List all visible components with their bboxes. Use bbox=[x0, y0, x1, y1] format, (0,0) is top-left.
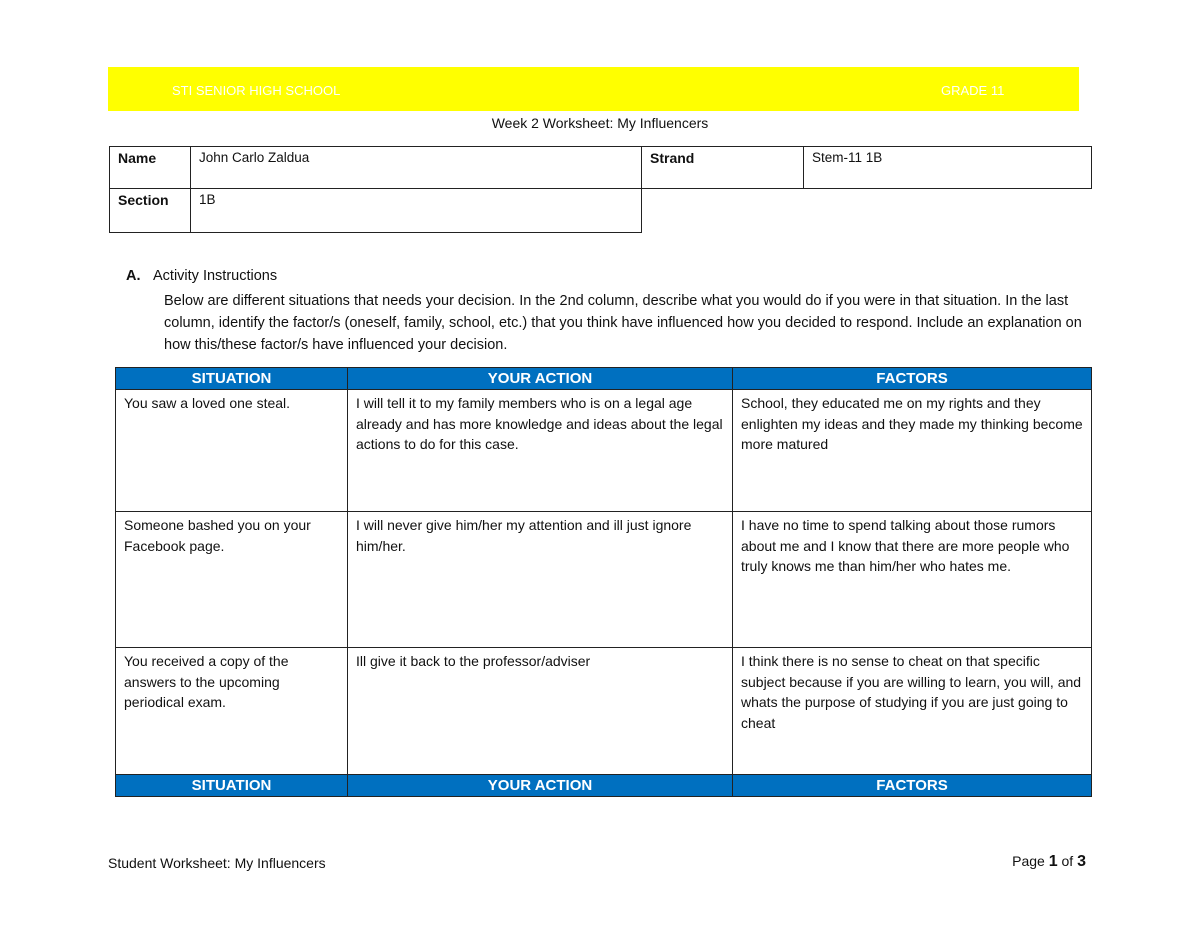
situation-cell: Someone bashed you on your Facebook page. bbox=[116, 512, 348, 648]
table-row bbox=[116, 512, 1092, 648]
page-word: Page bbox=[1012, 853, 1045, 869]
student-info-table bbox=[109, 146, 1092, 233]
activity-heading-text: Activity Instructions bbox=[153, 268, 278, 284]
name-value: John Carlo Zaldua bbox=[191, 147, 642, 189]
grade-label: GRADE 11 bbox=[941, 83, 1005, 98]
action-cell: I will never give him/her my attention and ill just ignore him/her. bbox=[348, 512, 733, 648]
empty-cell bbox=[642, 189, 1092, 233]
table-footer-header-row bbox=[116, 775, 1092, 797]
activity-instructions: Below are different situations that needs your decision. In the 2nd column, describe what you would do if you were in that situation. In the last column, identify the factor/s (oneself, family, school, etc.) that you think have influenced how you decided to respond. Include an explanation on how this/these factor/s have influenced your decision. bbox=[164, 293, 1082, 353]
situation-cell: You received a copy of the answers to the upcoming periodical exam. bbox=[116, 648, 348, 775]
table-row bbox=[116, 390, 1092, 512]
school-name: STI SENIOR HIGH SCHOOL bbox=[172, 83, 341, 98]
current-page: 1 bbox=[1048, 853, 1058, 870]
table-header-row bbox=[116, 368, 1092, 390]
col-footer-situation: SITUATION bbox=[116, 775, 348, 797]
col-header-situation: SITUATION bbox=[116, 368, 348, 390]
factors-cell: I think there is no sense to cheat on that specific subject because if you are willing to learn, you will, and whats the purpose of studying if you are just going to cheat bbox=[733, 648, 1092, 775]
col-header-action: YOUR ACTION bbox=[348, 368, 733, 390]
activity-letter: A. bbox=[126, 268, 141, 284]
factors-cell: School, they educated me on my rights and they enlighten my ideas and they made my thinking become more matured bbox=[733, 390, 1092, 512]
col-header-factors: FACTORS bbox=[733, 368, 1092, 390]
page-number bbox=[1012, 853, 1086, 871]
name-label: Name bbox=[110, 147, 191, 189]
factors-cell: I have no time to spend talking about those rumors about me and I know that there are more people who truly knows me than him/her who hates me. bbox=[733, 512, 1092, 648]
section-label: Section bbox=[110, 189, 191, 233]
header-banner bbox=[108, 67, 1079, 111]
activity-heading bbox=[126, 268, 277, 284]
col-footer-factors: FACTORS bbox=[733, 775, 1092, 797]
section-value: 1B bbox=[191, 189, 642, 233]
of-word: of bbox=[1061, 853, 1074, 869]
footer-title: Student Worksheet: My Influencers bbox=[108, 855, 326, 871]
situations-table bbox=[115, 367, 1092, 797]
total-pages: 3 bbox=[1077, 853, 1086, 870]
col-footer-action: YOUR ACTION bbox=[348, 775, 733, 797]
strand-label: Strand bbox=[642, 147, 804, 189]
table-row bbox=[116, 648, 1092, 775]
action-cell: Ill give it back to the professor/adviser bbox=[348, 648, 733, 775]
worksheet-title: Week 2 Worksheet: My Influencers bbox=[491, 115, 709, 131]
situation-cell: You saw a loved one steal. bbox=[116, 390, 348, 512]
strand-value: Stem-11 1B bbox=[804, 147, 1092, 189]
action-cell: I will tell it to my family members who is on a legal age already and has more knowledge and ideas about the legal actions to do for this case. bbox=[348, 390, 733, 512]
